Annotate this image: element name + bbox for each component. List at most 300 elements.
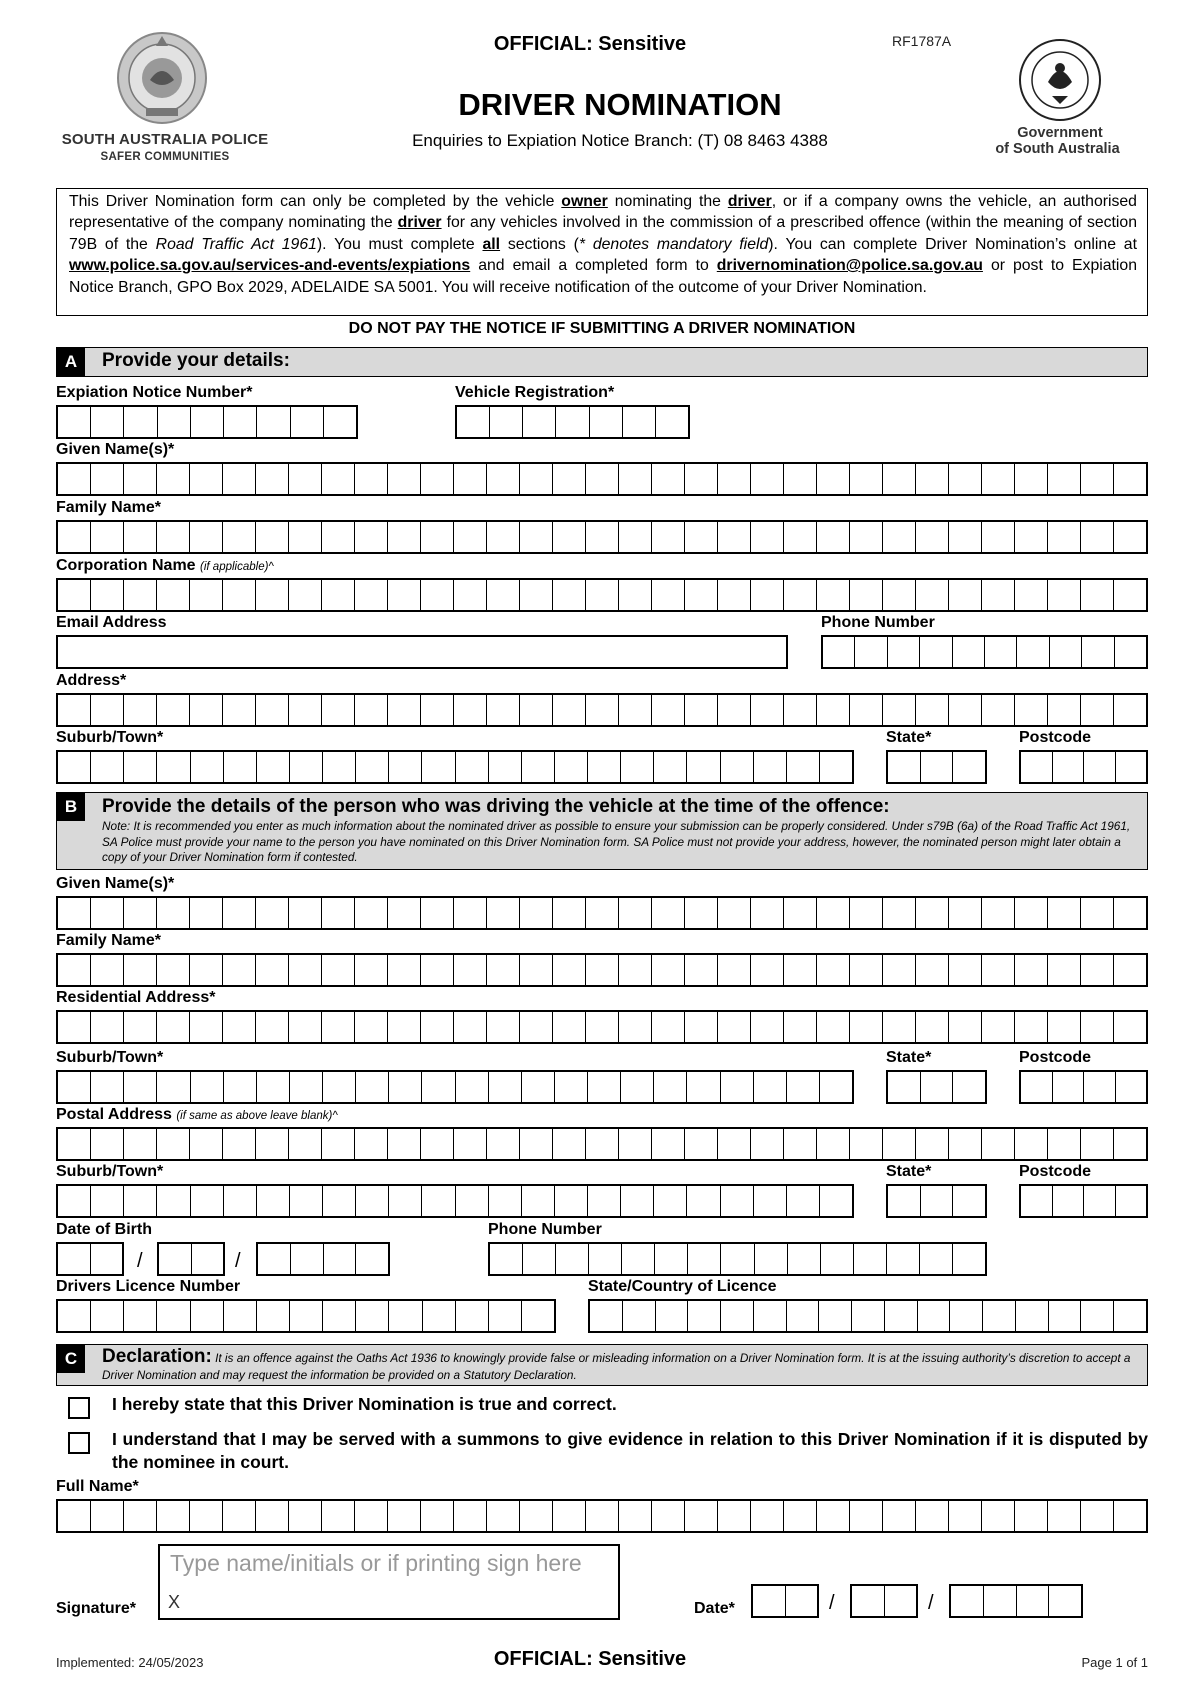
a-given-names-field[interactable] bbox=[56, 462, 1148, 496]
char-cell[interactable] bbox=[816, 522, 849, 552]
char-cell[interactable] bbox=[58, 1186, 90, 1216]
char-cell[interactable] bbox=[387, 695, 420, 725]
char-cell[interactable] bbox=[655, 407, 688, 437]
char-cell[interactable] bbox=[1047, 955, 1080, 985]
char-cell[interactable] bbox=[948, 522, 981, 552]
char-cell[interactable] bbox=[288, 898, 321, 928]
char-cell[interactable] bbox=[816, 1129, 849, 1159]
char-cell[interactable] bbox=[655, 1301, 688, 1331]
char-cell[interactable] bbox=[786, 1186, 819, 1216]
char-cell[interactable] bbox=[552, 955, 585, 985]
char-cell[interactable] bbox=[948, 955, 981, 985]
char-cell[interactable] bbox=[753, 1072, 786, 1102]
char-cell[interactable] bbox=[1083, 1186, 1115, 1216]
char-cell[interactable] bbox=[915, 1012, 948, 1042]
char-cell[interactable] bbox=[684, 1012, 717, 1042]
char-cell[interactable] bbox=[849, 580, 882, 610]
char-cell[interactable] bbox=[618, 1012, 651, 1042]
char-cell[interactable] bbox=[354, 522, 387, 552]
char-cell[interactable] bbox=[717, 1129, 750, 1159]
char-cell[interactable] bbox=[256, 1072, 289, 1102]
char-cell[interactable] bbox=[1048, 1586, 1081, 1616]
char-cell[interactable] bbox=[1052, 1072, 1084, 1102]
char-cell[interactable] bbox=[651, 898, 684, 928]
char-cell[interactable] bbox=[321, 580, 354, 610]
char-cell[interactable] bbox=[552, 695, 585, 725]
char-cell[interactable] bbox=[1047, 522, 1080, 552]
char-cell[interactable] bbox=[255, 695, 288, 725]
char-cell[interactable] bbox=[323, 407, 356, 437]
date-month-field[interactable] bbox=[850, 1584, 918, 1618]
char-cell[interactable] bbox=[849, 1012, 882, 1042]
char-cell[interactable] bbox=[90, 1012, 123, 1042]
char-cell[interactable] bbox=[849, 464, 882, 494]
char-cell[interactable] bbox=[58, 407, 90, 437]
char-cell[interactable] bbox=[915, 1501, 948, 1531]
char-cell[interactable] bbox=[852, 1586, 884, 1616]
char-cell[interactable] bbox=[948, 1501, 981, 1531]
char-cell[interactable] bbox=[1014, 1129, 1047, 1159]
char-cell[interactable] bbox=[1080, 580, 1113, 610]
char-cell[interactable] bbox=[255, 1501, 288, 1531]
char-cell[interactable] bbox=[882, 1501, 915, 1531]
char-cell[interactable] bbox=[620, 1186, 653, 1216]
char-cell[interactable] bbox=[256, 1186, 289, 1216]
char-cell[interactable] bbox=[58, 898, 90, 928]
char-cell[interactable] bbox=[1014, 955, 1047, 985]
char-cell[interactable] bbox=[189, 580, 222, 610]
char-cell[interactable] bbox=[783, 522, 816, 552]
char-cell[interactable] bbox=[783, 1501, 816, 1531]
char-cell[interactable] bbox=[190, 407, 223, 437]
char-cell[interactable] bbox=[684, 464, 717, 494]
char-cell[interactable] bbox=[750, 695, 783, 725]
char-cell[interactable] bbox=[157, 407, 190, 437]
b-suburb-field[interactable] bbox=[56, 1070, 854, 1104]
char-cell[interactable] bbox=[618, 522, 651, 552]
char-cell[interactable] bbox=[585, 522, 618, 552]
char-cell[interactable] bbox=[288, 955, 321, 985]
char-cell[interactable] bbox=[819, 752, 852, 782]
char-cell[interactable] bbox=[223, 752, 256, 782]
char-cell[interactable] bbox=[851, 1301, 884, 1331]
char-cell[interactable] bbox=[555, 1244, 588, 1274]
char-cell[interactable] bbox=[58, 1501, 90, 1531]
char-cell[interactable] bbox=[123, 1012, 156, 1042]
char-cell[interactable] bbox=[486, 898, 519, 928]
char-cell[interactable] bbox=[952, 637, 984, 667]
char-cell[interactable] bbox=[123, 580, 156, 610]
full-name-field[interactable] bbox=[56, 1499, 1148, 1533]
char-cell[interactable] bbox=[882, 464, 915, 494]
char-cell[interactable] bbox=[258, 1244, 290, 1274]
char-cell[interactable] bbox=[816, 464, 849, 494]
char-cell[interactable] bbox=[519, 955, 552, 985]
char-cell[interactable] bbox=[90, 1129, 123, 1159]
char-cell[interactable] bbox=[222, 898, 255, 928]
char-cell[interactable] bbox=[854, 637, 886, 667]
char-cell[interactable] bbox=[919, 637, 951, 667]
char-cell[interactable] bbox=[1080, 522, 1113, 552]
char-cell[interactable] bbox=[191, 1244, 224, 1274]
char-cell[interactable] bbox=[90, 1501, 123, 1531]
char-cell[interactable] bbox=[948, 464, 981, 494]
char-cell[interactable] bbox=[1080, 1301, 1113, 1331]
char-cell[interactable] bbox=[1052, 752, 1084, 782]
char-cell[interactable] bbox=[290, 407, 323, 437]
char-cell[interactable] bbox=[123, 1072, 156, 1102]
char-cell[interactable] bbox=[58, 695, 90, 725]
char-cell[interactable] bbox=[849, 695, 882, 725]
char-cell[interactable] bbox=[255, 955, 288, 985]
char-cell[interactable] bbox=[190, 1186, 223, 1216]
char-cell[interactable] bbox=[255, 464, 288, 494]
char-cell[interactable] bbox=[983, 1586, 1016, 1616]
char-cell[interactable] bbox=[981, 898, 1014, 928]
char-cell[interactable] bbox=[421, 1072, 454, 1102]
char-cell[interactable] bbox=[554, 1072, 587, 1102]
a-postcode-field[interactable] bbox=[1019, 750, 1148, 784]
intro-email-link[interactable]: drivernomination@police.sa.gov.au bbox=[716, 257, 983, 275]
char-cell[interactable] bbox=[421, 752, 454, 782]
char-cell[interactable] bbox=[587, 1072, 620, 1102]
dob-month-field[interactable] bbox=[157, 1242, 225, 1276]
char-cell[interactable] bbox=[256, 1301, 289, 1331]
char-cell[interactable] bbox=[750, 464, 783, 494]
char-cell[interactable] bbox=[90, 1186, 123, 1216]
char-cell[interactable] bbox=[888, 1186, 920, 1216]
char-cell[interactable] bbox=[717, 580, 750, 610]
char-cell[interactable] bbox=[488, 1301, 521, 1331]
char-cell[interactable] bbox=[486, 464, 519, 494]
char-cell[interactable] bbox=[884, 1586, 917, 1616]
char-cell[interactable] bbox=[453, 464, 486, 494]
vehicle-registration-field[interactable] bbox=[455, 405, 690, 439]
char-cell[interactable] bbox=[849, 898, 882, 928]
char-cell[interactable] bbox=[255, 522, 288, 552]
char-cell[interactable] bbox=[1115, 1072, 1147, 1102]
char-cell[interactable] bbox=[222, 580, 255, 610]
char-cell[interactable] bbox=[123, 752, 156, 782]
char-cell[interactable] bbox=[90, 955, 123, 985]
char-cell[interactable] bbox=[222, 1012, 255, 1042]
char-cell[interactable] bbox=[915, 1129, 948, 1159]
char-cell[interactable] bbox=[1016, 1586, 1049, 1616]
char-cell[interactable] bbox=[1021, 752, 1052, 782]
residential-address-field[interactable] bbox=[56, 1010, 1148, 1044]
char-cell[interactable] bbox=[159, 1244, 191, 1274]
char-cell[interactable] bbox=[420, 522, 453, 552]
char-cell[interactable] bbox=[58, 1072, 90, 1102]
char-cell[interactable] bbox=[255, 1012, 288, 1042]
char-cell[interactable] bbox=[585, 1501, 618, 1531]
char-cell[interactable] bbox=[321, 695, 354, 725]
char-cell[interactable] bbox=[288, 464, 321, 494]
char-cell[interactable] bbox=[654, 1244, 687, 1274]
char-cell[interactable] bbox=[156, 1072, 189, 1102]
char-cell[interactable] bbox=[948, 580, 981, 610]
char-cell[interactable] bbox=[1113, 695, 1146, 725]
char-cell[interactable] bbox=[783, 695, 816, 725]
char-cell[interactable] bbox=[952, 1072, 985, 1102]
char-cell[interactable] bbox=[387, 955, 420, 985]
char-cell[interactable] bbox=[521, 1301, 554, 1331]
char-cell[interactable] bbox=[322, 1072, 355, 1102]
char-cell[interactable] bbox=[552, 464, 585, 494]
char-cell[interactable] bbox=[1048, 1301, 1081, 1331]
char-cell[interactable] bbox=[156, 1501, 189, 1531]
char-cell[interactable] bbox=[1080, 464, 1113, 494]
char-cell[interactable] bbox=[622, 1301, 655, 1331]
char-cell[interactable] bbox=[519, 695, 552, 725]
char-cell[interactable] bbox=[585, 955, 618, 985]
char-cell[interactable] bbox=[420, 1501, 453, 1531]
char-cell[interactable] bbox=[882, 1129, 915, 1159]
char-cell[interactable] bbox=[981, 695, 1014, 725]
char-cell[interactable] bbox=[453, 1501, 486, 1531]
char-cell[interactable] bbox=[519, 1501, 552, 1531]
char-cell[interactable] bbox=[123, 1301, 156, 1331]
char-cell[interactable] bbox=[222, 955, 255, 985]
char-cell[interactable] bbox=[256, 752, 289, 782]
char-cell[interactable] bbox=[355, 1072, 388, 1102]
a-family-name-field[interactable] bbox=[56, 520, 1148, 554]
char-cell[interactable] bbox=[58, 580, 90, 610]
char-cell[interactable] bbox=[849, 1501, 882, 1531]
char-cell[interactable] bbox=[750, 955, 783, 985]
char-cell[interactable] bbox=[156, 1129, 189, 1159]
char-cell[interactable] bbox=[453, 955, 486, 985]
char-cell[interactable] bbox=[882, 1012, 915, 1042]
char-cell[interactable] bbox=[820, 1244, 853, 1274]
char-cell[interactable] bbox=[717, 464, 750, 494]
char-cell[interactable] bbox=[686, 1072, 719, 1102]
char-cell[interactable] bbox=[189, 898, 222, 928]
char-cell[interactable] bbox=[486, 695, 519, 725]
char-cell[interactable] bbox=[123, 1501, 156, 1531]
char-cell[interactable] bbox=[521, 1186, 554, 1216]
char-cell[interactable] bbox=[321, 1129, 354, 1159]
char-cell[interactable] bbox=[1114, 637, 1146, 667]
char-cell[interactable] bbox=[288, 1129, 321, 1159]
char-cell[interactable] bbox=[355, 1244, 388, 1274]
char-cell[interactable] bbox=[981, 1012, 1014, 1042]
a-phone-number-field[interactable] bbox=[821, 635, 1148, 669]
char-cell[interactable] bbox=[322, 1186, 355, 1216]
char-cell[interactable] bbox=[323, 1244, 356, 1274]
char-cell[interactable] bbox=[618, 695, 651, 725]
char-cell[interactable] bbox=[753, 1301, 786, 1331]
char-cell[interactable] bbox=[949, 1301, 982, 1331]
char-cell[interactable] bbox=[948, 695, 981, 725]
char-cell[interactable] bbox=[1113, 1129, 1146, 1159]
char-cell[interactable] bbox=[455, 1072, 488, 1102]
char-cell[interactable] bbox=[58, 752, 90, 782]
a-state-field[interactable] bbox=[886, 750, 987, 784]
char-cell[interactable] bbox=[90, 464, 123, 494]
char-cell[interactable] bbox=[1014, 898, 1047, 928]
char-cell[interactable] bbox=[1047, 898, 1080, 928]
char-cell[interactable] bbox=[156, 695, 189, 725]
char-cell[interactable] bbox=[882, 955, 915, 985]
char-cell[interactable] bbox=[717, 898, 750, 928]
char-cell[interactable] bbox=[816, 580, 849, 610]
char-cell[interactable] bbox=[684, 522, 717, 552]
char-cell[interactable] bbox=[753, 752, 786, 782]
char-cell[interactable] bbox=[653, 1186, 686, 1216]
postal-postcode-field[interactable] bbox=[1019, 1184, 1148, 1218]
char-cell[interactable] bbox=[585, 464, 618, 494]
char-cell[interactable] bbox=[783, 1012, 816, 1042]
char-cell[interactable] bbox=[750, 1129, 783, 1159]
char-cell[interactable] bbox=[587, 1186, 620, 1216]
char-cell[interactable] bbox=[915, 580, 948, 610]
char-cell[interactable] bbox=[123, 955, 156, 985]
char-cell[interactable] bbox=[919, 1244, 952, 1274]
char-cell[interactable] bbox=[686, 752, 719, 782]
char-cell[interactable] bbox=[1047, 695, 1080, 725]
char-cell[interactable] bbox=[1113, 1501, 1146, 1531]
char-cell[interactable] bbox=[915, 522, 948, 552]
b-family-name-field[interactable] bbox=[56, 953, 1148, 987]
char-cell[interactable] bbox=[387, 580, 420, 610]
char-cell[interactable] bbox=[488, 752, 521, 782]
char-cell[interactable] bbox=[519, 898, 552, 928]
char-cell[interactable] bbox=[90, 1244, 123, 1274]
char-cell[interactable] bbox=[354, 1129, 387, 1159]
char-cell[interactable] bbox=[819, 1186, 852, 1216]
char-cell[interactable] bbox=[453, 1012, 486, 1042]
char-cell[interactable] bbox=[288, 1012, 321, 1042]
char-cell[interactable] bbox=[288, 695, 321, 725]
char-cell[interactable] bbox=[982, 1301, 1015, 1331]
char-cell[interactable] bbox=[189, 955, 222, 985]
char-cell[interactable] bbox=[354, 695, 387, 725]
char-cell[interactable] bbox=[420, 695, 453, 725]
char-cell[interactable] bbox=[223, 1301, 256, 1331]
char-cell[interactable] bbox=[783, 898, 816, 928]
char-cell[interactable] bbox=[750, 898, 783, 928]
char-cell[interactable] bbox=[522, 407, 555, 437]
char-cell[interactable] bbox=[720, 1186, 753, 1216]
char-cell[interactable] bbox=[519, 522, 552, 552]
char-cell[interactable] bbox=[1014, 522, 1047, 552]
char-cell[interactable] bbox=[1047, 1012, 1080, 1042]
char-cell[interactable] bbox=[816, 695, 849, 725]
email-address-field[interactable] bbox=[56, 635, 788, 669]
char-cell[interactable] bbox=[717, 522, 750, 552]
char-cell[interactable] bbox=[818, 1301, 851, 1331]
char-cell[interactable] bbox=[1113, 1301, 1146, 1331]
declaration-true-checkbox[interactable] bbox=[68, 1397, 90, 1419]
char-cell[interactable] bbox=[585, 580, 618, 610]
char-cell[interactable] bbox=[882, 522, 915, 552]
char-cell[interactable] bbox=[255, 898, 288, 928]
char-cell[interactable] bbox=[750, 522, 783, 552]
char-cell[interactable] bbox=[1080, 1501, 1113, 1531]
char-cell[interactable] bbox=[684, 1129, 717, 1159]
char-cell[interactable] bbox=[322, 1301, 355, 1331]
char-cell[interactable] bbox=[915, 955, 948, 985]
char-cell[interactable] bbox=[783, 580, 816, 610]
char-cell[interactable] bbox=[1049, 637, 1081, 667]
char-cell[interactable] bbox=[1047, 580, 1080, 610]
char-cell[interactable] bbox=[289, 1072, 322, 1102]
char-cell[interactable] bbox=[717, 1501, 750, 1531]
char-cell[interactable] bbox=[355, 1186, 388, 1216]
licence-state-field[interactable] bbox=[588, 1299, 1148, 1333]
char-cell[interactable] bbox=[684, 695, 717, 725]
char-cell[interactable] bbox=[1052, 1186, 1084, 1216]
char-cell[interactable] bbox=[1080, 1129, 1113, 1159]
char-cell[interactable] bbox=[552, 580, 585, 610]
char-cell[interactable] bbox=[1021, 1072, 1052, 1102]
char-cell[interactable] bbox=[222, 1501, 255, 1531]
char-cell[interactable] bbox=[618, 580, 651, 610]
char-cell[interactable] bbox=[920, 752, 953, 782]
char-cell[interactable] bbox=[421, 1186, 454, 1216]
char-cell[interactable] bbox=[554, 752, 587, 782]
char-cell[interactable] bbox=[585, 695, 618, 725]
postal-suburb-field[interactable] bbox=[56, 1184, 854, 1218]
char-cell[interactable] bbox=[190, 752, 223, 782]
char-cell[interactable] bbox=[521, 1072, 554, 1102]
char-cell[interactable] bbox=[289, 752, 322, 782]
char-cell[interactable] bbox=[156, 1012, 189, 1042]
char-cell[interactable] bbox=[590, 1301, 622, 1331]
char-cell[interactable] bbox=[621, 1244, 654, 1274]
char-cell[interactable] bbox=[222, 695, 255, 725]
char-cell[interactable] bbox=[123, 407, 156, 437]
char-cell[interactable] bbox=[720, 752, 753, 782]
char-cell[interactable] bbox=[915, 464, 948, 494]
char-cell[interactable] bbox=[651, 580, 684, 610]
char-cell[interactable] bbox=[816, 1501, 849, 1531]
char-cell[interactable] bbox=[552, 898, 585, 928]
char-cell[interactable] bbox=[355, 752, 388, 782]
char-cell[interactable] bbox=[981, 580, 1014, 610]
char-cell[interactable] bbox=[887, 637, 919, 667]
char-cell[interactable] bbox=[1080, 898, 1113, 928]
char-cell[interactable] bbox=[521, 752, 554, 782]
char-cell[interactable] bbox=[717, 955, 750, 985]
char-cell[interactable] bbox=[552, 522, 585, 552]
char-cell[interactable] bbox=[58, 464, 90, 494]
char-cell[interactable] bbox=[486, 955, 519, 985]
char-cell[interactable] bbox=[453, 580, 486, 610]
char-cell[interactable] bbox=[255, 580, 288, 610]
char-cell[interactable] bbox=[786, 1072, 819, 1102]
char-cell[interactable] bbox=[519, 464, 552, 494]
char-cell[interactable] bbox=[420, 898, 453, 928]
char-cell[interactable] bbox=[684, 580, 717, 610]
char-cell[interactable] bbox=[849, 1129, 882, 1159]
char-cell[interactable] bbox=[753, 1186, 786, 1216]
char-cell[interactable] bbox=[1015, 1301, 1048, 1331]
char-cell[interactable] bbox=[486, 580, 519, 610]
char-cell[interactable] bbox=[123, 522, 156, 552]
char-cell[interactable] bbox=[651, 1012, 684, 1042]
char-cell[interactable] bbox=[90, 752, 123, 782]
char-cell[interactable] bbox=[750, 580, 783, 610]
postal-address-field[interactable] bbox=[56, 1127, 1148, 1161]
char-cell[interactable] bbox=[388, 752, 421, 782]
char-cell[interactable] bbox=[552, 1129, 585, 1159]
char-cell[interactable] bbox=[981, 1501, 1014, 1531]
char-cell[interactable] bbox=[587, 752, 620, 782]
char-cell[interactable] bbox=[422, 1301, 455, 1331]
char-cell[interactable] bbox=[816, 955, 849, 985]
